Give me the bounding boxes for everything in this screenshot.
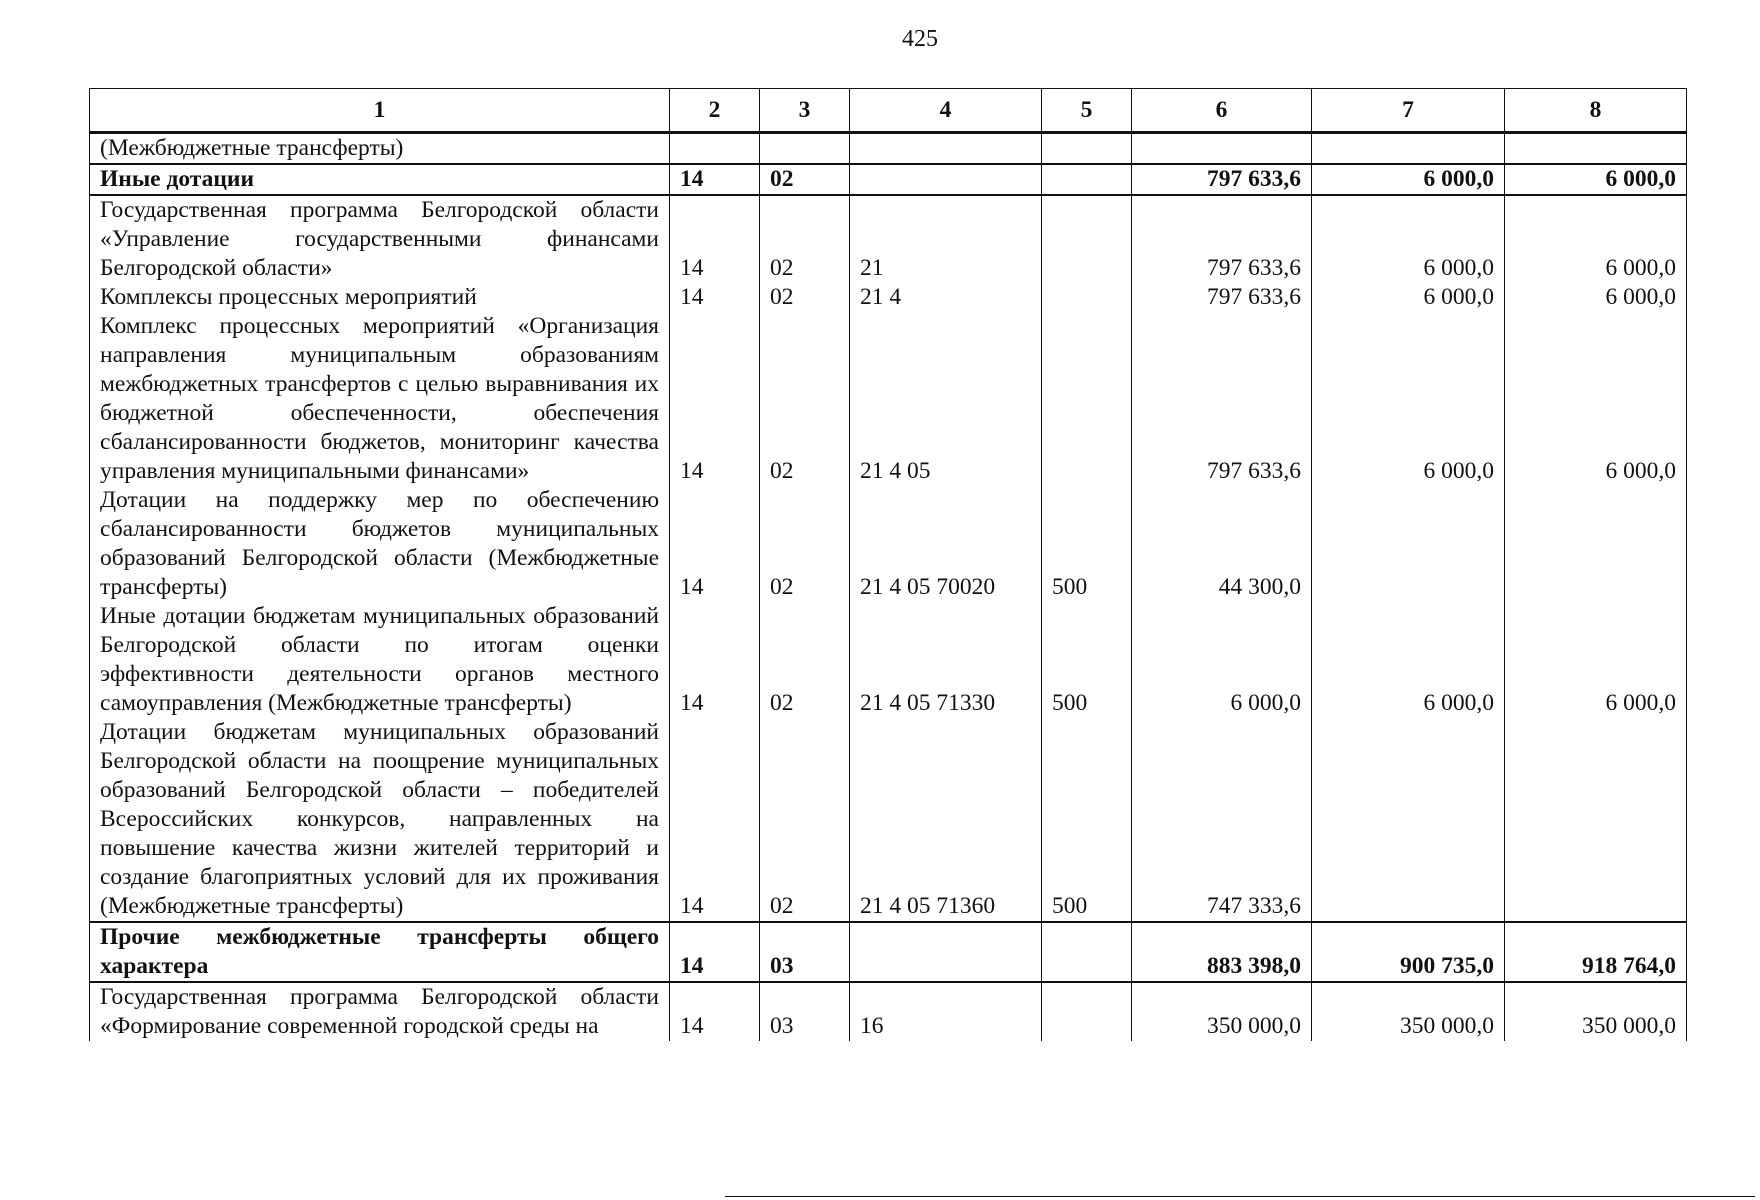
header-col-2: 2	[670, 89, 760, 133]
row-amount-year-3	[1505, 486, 1687, 602]
page-number: 425	[902, 26, 938, 52]
row-amount-year-2: 6 000,0	[1312, 312, 1505, 486]
row-amount-year-3: 6 000,0	[1505, 195, 1687, 283]
row-amount-year-2: 900 735,0	[1312, 922, 1505, 982]
row-amount-year-1: 350 000,0	[1132, 982, 1312, 1041]
table-row	[90, 718, 1687, 922]
row-subsection: 02	[760, 283, 850, 312]
row-subsection: 02	[760, 164, 850, 195]
row-amount-year-1: 797 633,6	[1132, 195, 1312, 283]
row-section: 14	[670, 164, 760, 195]
row-target-article	[850, 922, 1042, 982]
table-row	[90, 164, 1687, 195]
row-expense-type: 500	[1042, 602, 1132, 718]
row-amount-year-1: 797 633,6	[1132, 312, 1312, 486]
row-description: (Межбюджетные трансферты)	[90, 133, 670, 165]
row-section: 14	[670, 486, 760, 602]
table-row	[90, 486, 1687, 602]
header-col-3: 3	[760, 89, 850, 133]
row-description: Государственная программа Белгородской области «Управление государственными финансами Белгородской области»	[90, 195, 670, 283]
row-expense-type	[1042, 195, 1132, 283]
row-subsection	[760, 133, 850, 165]
row-description: Комплексы процессных мероприятий	[90, 283, 670, 312]
row-amount-year-1: 44 300,0	[1132, 486, 1312, 602]
row-section: 14	[670, 982, 760, 1041]
row-amount-year-2: 6 000,0	[1312, 602, 1505, 718]
row-subsection: 02	[760, 195, 850, 283]
row-expense-type	[1042, 133, 1132, 165]
row-amount-year-3	[1505, 133, 1687, 165]
row-description: Иные дотации	[90, 164, 670, 195]
table-row	[90, 195, 1687, 283]
row-subsection: 02	[760, 718, 850, 922]
row-amount-year-2: 6 000,0	[1312, 283, 1505, 312]
header-col-4: 4	[850, 89, 1042, 133]
row-section	[670, 133, 760, 165]
row-description: Дотации на поддержку мер по обеспечению сбалансированности бюджетов муниципальных образований Белгородской области (Межбюджетные трансферты)	[90, 486, 670, 602]
row-amount-year-1: 747 333,6	[1132, 718, 1312, 922]
row-target-article: 21 4	[850, 283, 1042, 312]
row-description: Государственная программа Белгородской области «Формирование современной городской среды на	[90, 982, 670, 1041]
row-expense-type: 500	[1042, 718, 1132, 922]
row-subsection: 02	[760, 486, 850, 602]
row-target-article	[850, 164, 1042, 195]
table-row	[90, 982, 1687, 1041]
row-amount-year-3: 6 000,0	[1505, 164, 1687, 195]
row-amount-year-1: 883 398,0	[1132, 922, 1312, 982]
row-amount-year-1: 6 000,0	[1132, 602, 1312, 718]
row-subsection: 02	[760, 602, 850, 718]
row-amount-year-3: 6 000,0	[1505, 283, 1687, 312]
row-description: Иные дотации бюджетам муниципальных образований Белгородской области по итогам оценки эффективности деятельности органов местного самоуправления (Межбюджетные трансферты)	[90, 602, 670, 718]
row-amount-year-2: 6 000,0	[1312, 164, 1505, 195]
row-subsection: 03	[760, 982, 850, 1041]
table-row	[90, 922, 1687, 982]
row-description: Дотации бюджетам муниципальных образований Белгородской области на поощрение муниципальных образований Белгородской области – победителей Всероссийских конкурсов, направленных на повышение качества жизни жителей территорий и создание благоприятных условий для их проживания (Межбюджетные трансферты)	[90, 718, 670, 922]
row-target-article: 16	[850, 982, 1042, 1041]
row-amount-year-3: 6 000,0	[1505, 312, 1687, 486]
table-row	[90, 312, 1687, 486]
row-expense-type: 500	[1042, 486, 1132, 602]
row-amount-year-2: 350 000,0	[1312, 982, 1505, 1041]
row-amount-year-3	[1505, 718, 1687, 922]
row-section: 14	[670, 602, 760, 718]
row-amount-year-2	[1312, 133, 1505, 165]
row-expense-type	[1042, 164, 1132, 195]
row-amount-year-2	[1312, 486, 1505, 602]
table-row	[90, 602, 1687, 718]
row-target-article: 21 4 05 71330	[850, 602, 1042, 718]
row-target-article: 21 4 05 71360	[850, 718, 1042, 922]
row-section: 14	[670, 195, 760, 283]
row-target-article: 21 4 05 70020	[850, 486, 1042, 602]
row-amount-year-3: 6 000,0	[1505, 602, 1687, 718]
budget-table	[89, 88, 1687, 1041]
header-col-1: 1	[90, 89, 670, 133]
row-expense-type	[1042, 982, 1132, 1041]
row-amount-year-1	[1132, 133, 1312, 165]
header-col-5: 5	[1042, 89, 1132, 133]
row-section: 14	[670, 922, 760, 982]
row-target-article: 21 4 05	[850, 312, 1042, 486]
table-row	[90, 283, 1687, 312]
row-section: 14	[670, 718, 760, 922]
table-row	[90, 133, 1687, 165]
row-expense-type	[1042, 283, 1132, 312]
row-amount-year-2	[1312, 718, 1505, 922]
row-section: 14	[670, 283, 760, 312]
row-amount-year-1: 797 633,6	[1132, 164, 1312, 195]
row-section: 14	[670, 312, 760, 486]
row-subsection: 03	[760, 922, 850, 982]
row-description: Прочие межбюджетные трансферты общего характера	[90, 922, 670, 982]
bottom-divider	[725, 1196, 1755, 1197]
header-col-8: 8	[1505, 89, 1687, 133]
row-expense-type	[1042, 312, 1132, 486]
row-amount-year-3: 350 000,0	[1505, 982, 1687, 1041]
header-col-7: 7	[1312, 89, 1505, 133]
table-header-row	[90, 89, 1687, 133]
row-expense-type	[1042, 922, 1132, 982]
row-amount-year-1: 797 633,6	[1132, 283, 1312, 312]
row-target-article: 21	[850, 195, 1042, 283]
row-target-article	[850, 133, 1042, 165]
row-description: Комплекс процессных мероприятий «Организация направления муниципальным образованиям межбюджетных трансфертов с целью выравнивания их бюджетной обеспеченности, обеспечения сбалансированности бюджетов, мониторинг качества управления муниципальными финансами»	[90, 312, 670, 486]
header-col-6: 6	[1132, 89, 1312, 133]
row-amount-year-2: 6 000,0	[1312, 195, 1505, 283]
row-subsection: 02	[760, 312, 850, 486]
row-amount-year-3: 918 764,0	[1505, 922, 1687, 982]
